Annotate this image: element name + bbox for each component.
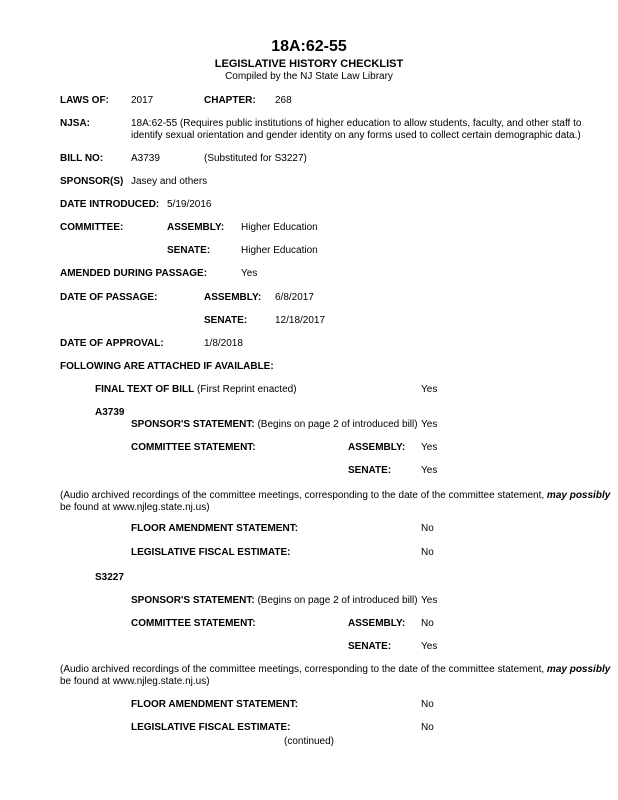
- s3227-audio-emphasis: may possibly: [546, 664, 611, 675]
- a3739-senate-label: SENATE:: [348, 465, 392, 476]
- a3739-sponsor-row: [131, 419, 418, 431]
- bill-no-note: (Substituted for S3227): [204, 153, 307, 164]
- a3739-audio-text: (Audio archived recordings of the committee meetings, corresponding to the date of the committee statement,: [60, 490, 545, 501]
- final-text-row: [95, 384, 297, 396]
- a3739-sponsor-value: Yes: [421, 419, 438, 430]
- a3739-audio-line-1: [60, 490, 610, 502]
- a3739-senate-value: Yes: [421, 465, 438, 476]
- amended-value: Yes: [241, 268, 258, 279]
- s3227-senate-value: Yes: [421, 641, 438, 652]
- s3227-assembly-value: No: [421, 618, 434, 629]
- passage-assembly-label: ASSEMBLY:: [204, 292, 262, 303]
- a3739-fiscal-label: LEGISLATIVE FISCAL ESTIMATE:: [131, 547, 291, 558]
- a3739-audio-line-2: be found at www.njleg.state.nj.us): [60, 502, 210, 513]
- s3227-sponsor-value: Yes: [421, 595, 438, 606]
- passage-senate-label: SENATE:: [204, 315, 248, 326]
- njsa-line-1: 18A:62-55 (Requires public institutions of higher education to allow students, faculty, and other staff to: [131, 118, 582, 129]
- committee-assembly-value: Higher Education: [241, 222, 318, 233]
- committee-assembly-label: ASSEMBLY:: [167, 222, 225, 233]
- chapter-value: 268: [275, 95, 292, 106]
- bill-no-label: BILL NO:: [60, 153, 104, 164]
- s3227-floor-value: No: [421, 699, 434, 710]
- a3739-floor-label: FLOOR AMENDMENT STATEMENT:: [131, 523, 299, 534]
- a3739-sponsor-label: SPONSOR'S STATEMENT:: [131, 419, 255, 430]
- laws-of-label: LAWS OF:: [60, 95, 109, 106]
- compiled-by: Compiled by the NJ State Law Library: [225, 71, 393, 82]
- committee-label: COMMITTEE:: [60, 222, 124, 233]
- amended-label: AMENDED DURING PASSAGE:: [60, 268, 208, 279]
- sponsors-label: SPONSOR(S): [60, 176, 124, 187]
- date-introduced-label: DATE INTRODUCED:: [60, 199, 160, 210]
- s3227-heading: S3227: [95, 572, 124, 583]
- njsa-label: NJSA:: [60, 118, 91, 129]
- passage-assembly-value: 6/8/2017: [275, 292, 314, 303]
- s3227-floor-label: FLOOR AMENDMENT STATEMENT:: [131, 699, 299, 710]
- passage-senate-value: 12/18/2017: [275, 315, 326, 326]
- laws-of-value: 2017: [131, 95, 154, 106]
- following-heading: FOLLOWING ARE ATTACHED IF AVAILABLE:: [60, 361, 274, 372]
- page-subtitle: LEGISLATIVE HISTORY CHECKLIST: [214, 58, 404, 70]
- njsa-line-2: identify sexual orientation and gender identity on any forms used to collect certain demographic data.): [131, 130, 581, 141]
- s3227-audio-line-1: [60, 664, 610, 676]
- s3227-committee-label: COMMITTEE STATEMENT:: [131, 618, 256, 629]
- committee-senate-value: Higher Education: [241, 245, 318, 256]
- s3227-fiscal-label: LEGISLATIVE FISCAL ESTIMATE:: [131, 722, 291, 733]
- a3739-assembly-label: ASSEMBLY:: [348, 442, 406, 453]
- s3227-assembly-label: ASSEMBLY:: [348, 618, 406, 629]
- s3227-audio-text: (Audio archived recordings of the committee meetings, corresponding to the date of the committee statement,: [60, 664, 545, 675]
- continued-note: (continued): [283, 736, 335, 747]
- a3739-committee-label: COMMITTEE STATEMENT:: [131, 442, 256, 453]
- s3227-sponsor-label: SPONSOR'S STATEMENT:: [131, 595, 255, 606]
- approval-value: 1/8/2018: [204, 338, 243, 349]
- final-text-label: FINAL TEXT OF BILL: [95, 384, 195, 395]
- chapter-label: CHAPTER:: [204, 95, 256, 106]
- a3739-audio-emphasis: may possibly: [546, 490, 611, 501]
- s3227-senate-label: SENATE:: [348, 641, 392, 652]
- passage-label: DATE OF PASSAGE:: [60, 292, 158, 303]
- s3227-sponsor-note: (Begins on page 2 of introduced bill): [257, 595, 418, 606]
- s3227-audio-line-2: be found at www.njleg.state.nj.us): [60, 676, 210, 687]
- committee-senate-label: SENATE:: [167, 245, 211, 256]
- approval-label: DATE OF APPROVAL:: [60, 338, 164, 349]
- s3227-sponsor-row: [131, 595, 418, 607]
- a3739-heading: A3739: [95, 407, 125, 418]
- a3739-fiscal-value: No: [421, 547, 434, 558]
- date-introduced-value: 5/19/2016: [167, 199, 212, 210]
- bill-no-value: A3739: [131, 153, 160, 164]
- page-title: 18A:62-55: [271, 38, 347, 55]
- final-text-value: Yes: [421, 384, 438, 395]
- a3739-floor-value: No: [421, 523, 434, 534]
- a3739-sponsor-note: (Begins on page 2 of introduced bill): [257, 419, 418, 430]
- final-text-note: (First Reprint enacted): [197, 384, 297, 395]
- a3739-assembly-value: Yes: [421, 442, 438, 453]
- s3227-fiscal-value: No: [421, 722, 434, 733]
- sponsors-value: Jasey and others: [131, 176, 208, 187]
